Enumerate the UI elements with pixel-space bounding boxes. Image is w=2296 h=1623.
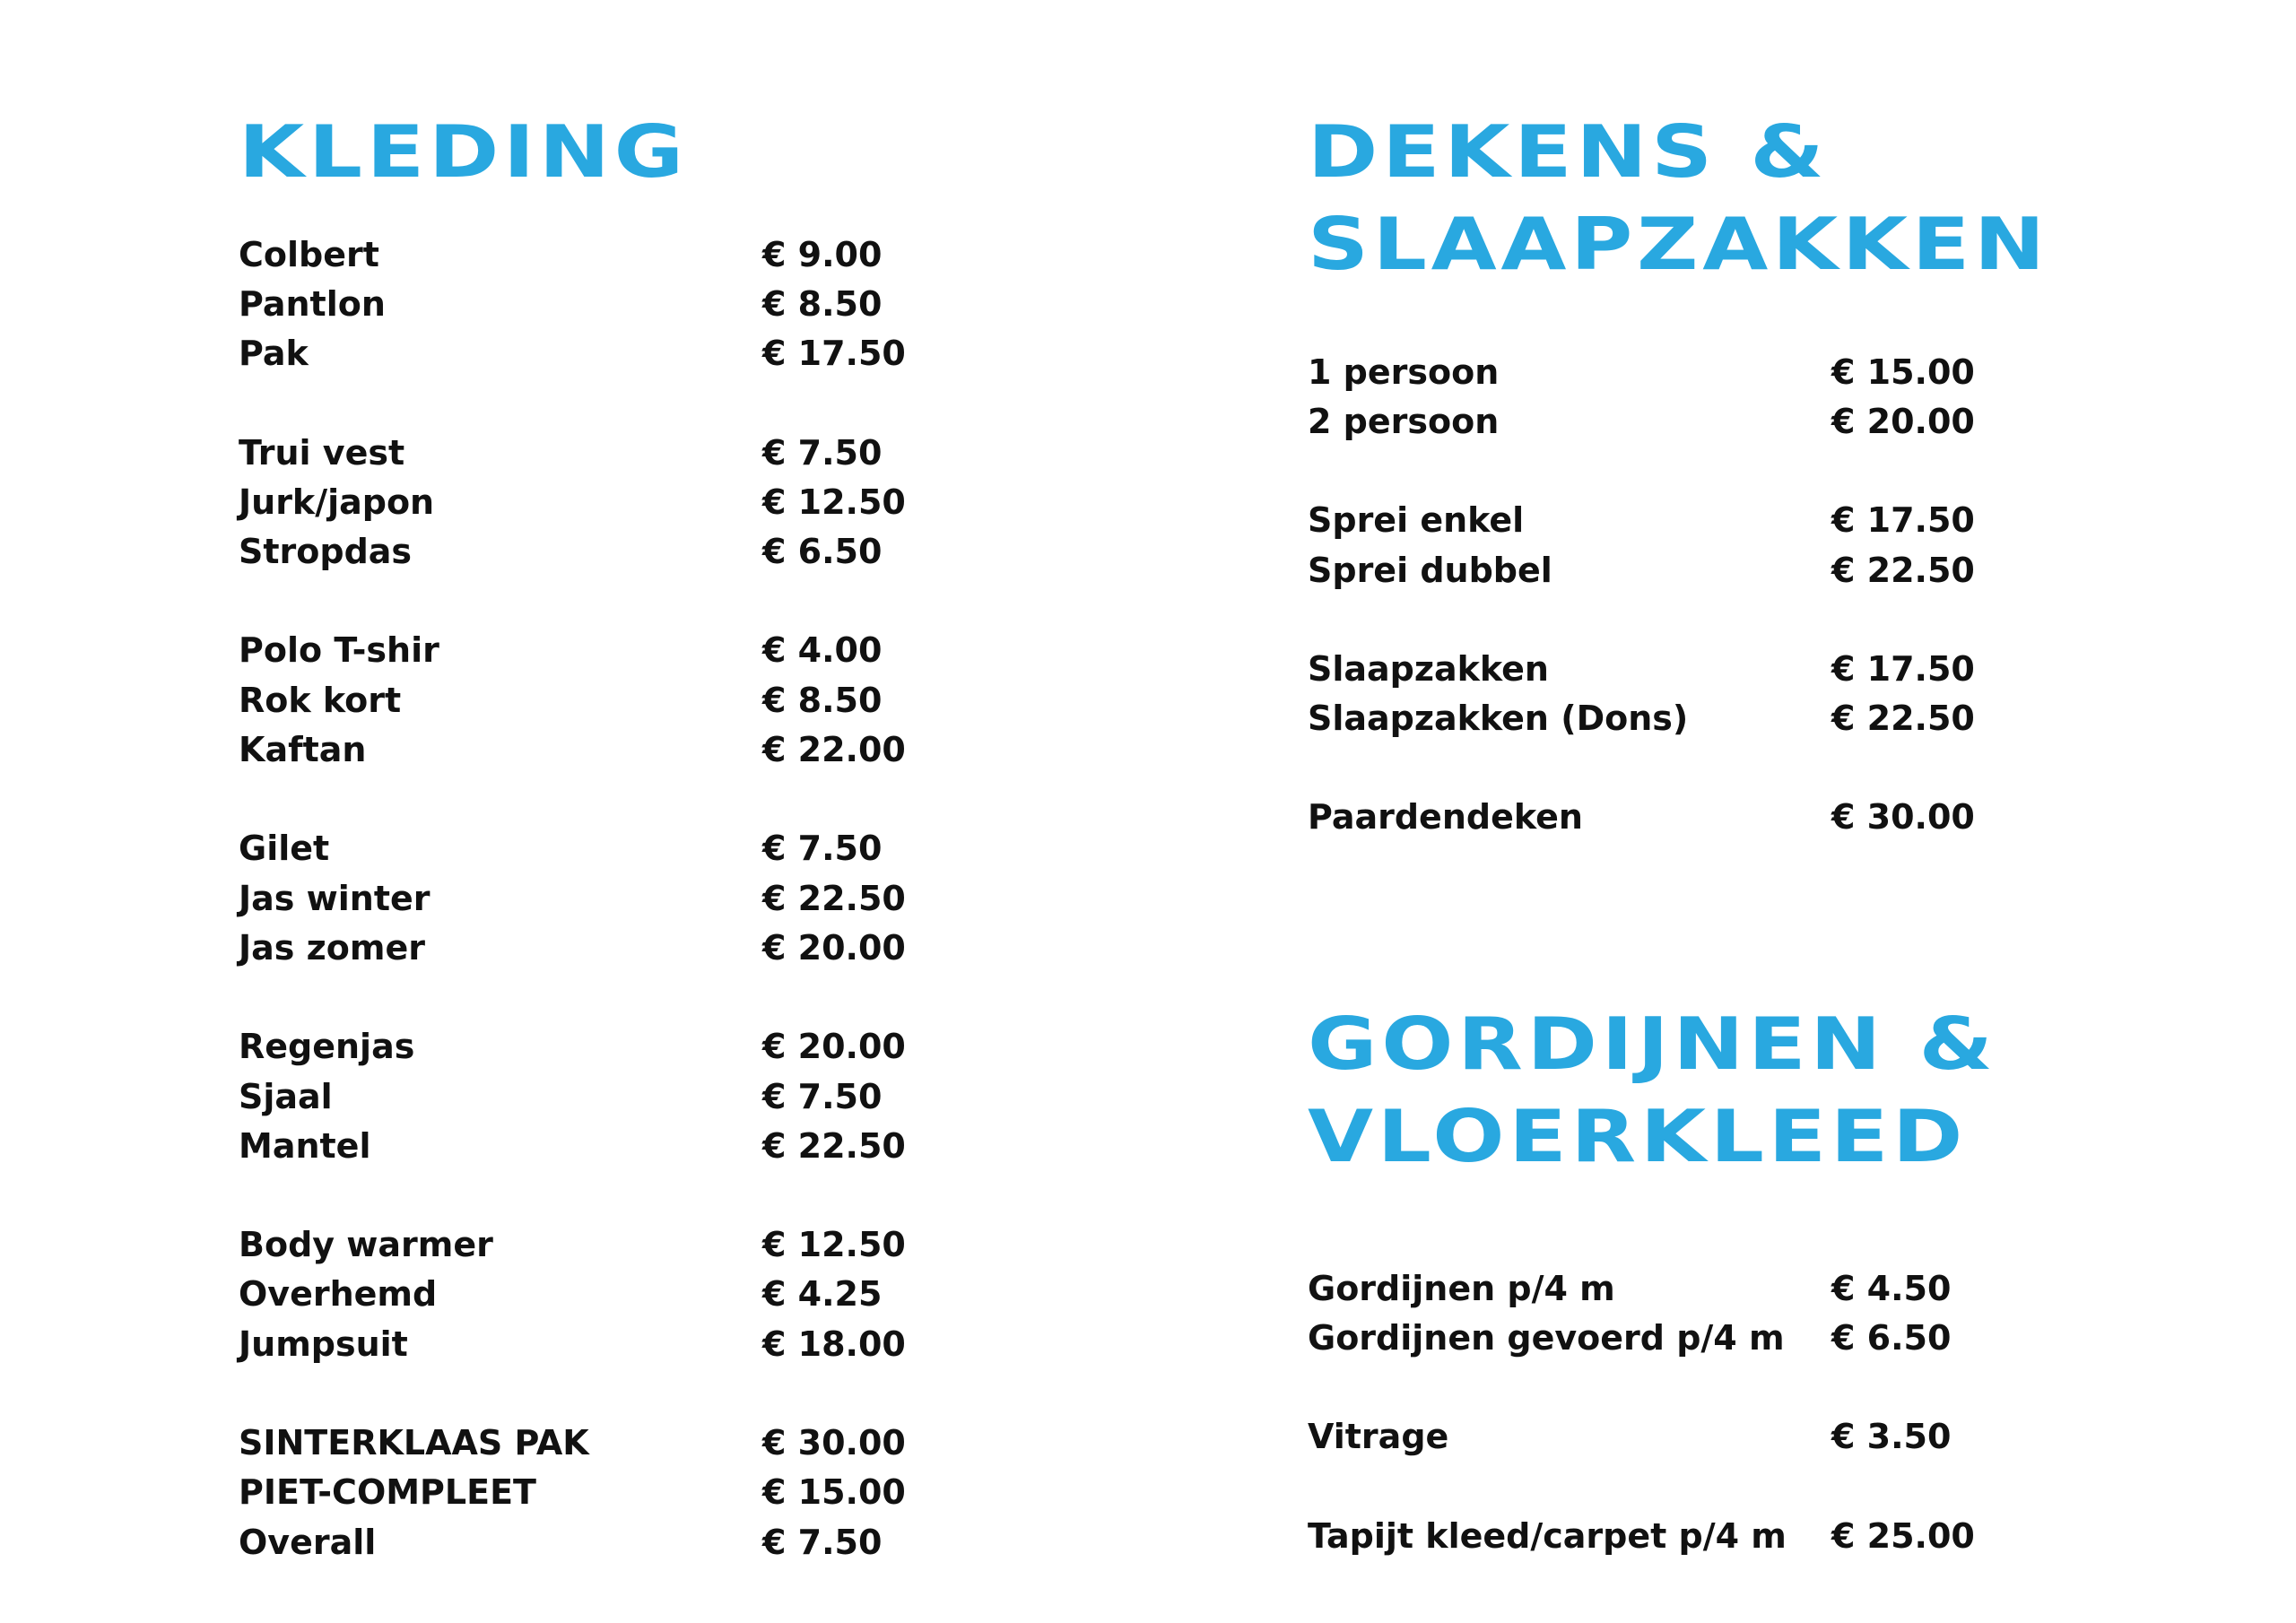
price-group <box>1308 1511 1989 1560</box>
item-name: Gilet <box>239 829 330 869</box>
item-name: Mantel <box>239 1125 371 1166</box>
price-row <box>239 1072 920 1121</box>
price-row <box>239 1022 920 1072</box>
item-name: Pantlon <box>239 283 386 324</box>
item-price: € 22.50 <box>762 878 906 918</box>
item-name: Jas winter <box>239 878 430 918</box>
item-name: Body warmer <box>239 1225 493 1265</box>
price-row <box>1308 1263 1989 1313</box>
item-price: € 22.00 <box>762 730 906 770</box>
item-name: Colbert <box>239 234 379 274</box>
item-price: € 15.00 <box>1831 352 1975 392</box>
item-name: Sjaal <box>239 1076 333 1116</box>
item-name: Slaapzakken (Dons) <box>1308 699 1689 739</box>
item-price: € 4.50 <box>1831 1268 1952 1308</box>
price-row <box>239 1270 920 1319</box>
item-price: € 17.50 <box>1831 648 1975 689</box>
price-row <box>239 675 920 725</box>
item-name: Sprei dubbel <box>1308 550 1552 590</box>
item-name: Kaftan <box>239 730 367 770</box>
price-row <box>239 329 920 378</box>
price-group <box>239 1418 920 1567</box>
item-name: Overhemd <box>239 1274 438 1315</box>
price-group <box>1308 1263 1989 1363</box>
item-name: Gordijnen gevoerd p/4 m <box>1308 1317 1785 1358</box>
price-group <box>239 230 920 378</box>
price-row <box>1308 644 1989 693</box>
item-name: Rok kort <box>239 680 402 720</box>
price-row <box>1308 693 1989 742</box>
price-row <box>239 1219 920 1269</box>
item-price: € 30.00 <box>762 1422 906 1462</box>
item-price: € 12.50 <box>762 482 906 522</box>
price-row <box>239 279 920 328</box>
price-row <box>239 477 920 526</box>
price-row <box>239 1418 920 1467</box>
item-name: Jurk/japon <box>239 482 435 522</box>
item-name: 2 persoon <box>1308 401 1500 441</box>
kleding-heading: KLEDING <box>239 110 688 194</box>
item-name: Trui vest <box>239 432 405 473</box>
price-row <box>1308 396 1989 446</box>
item-price: € 6.50 <box>762 532 883 572</box>
price-row <box>1308 1511 1989 1560</box>
price-row <box>239 428 920 477</box>
price-group <box>239 428 920 577</box>
item-name: Gordijnen p/4 m <box>1308 1268 1615 1308</box>
item-name: Stropdas <box>239 532 413 572</box>
item-price: € 7.50 <box>762 432 883 473</box>
item-name: SINTERKLAAS PAK <box>239 1422 589 1462</box>
dekens-heading-line2: SLAAPZAKKEN <box>1308 203 2049 286</box>
price-row <box>239 1468 920 1517</box>
item-price: € 6.50 <box>1831 1317 1952 1358</box>
item-price: € 15.00 <box>762 1472 906 1513</box>
price-row <box>239 873 920 923</box>
item-price: € 4.00 <box>762 630 883 671</box>
price-row <box>239 923 920 972</box>
item-price: € 12.50 <box>762 1225 906 1265</box>
item-name: Polo T-shir <box>239 630 439 671</box>
item-name: Vitrage <box>1308 1417 1449 1457</box>
price-row <box>239 725 920 774</box>
kleding-price-list <box>239 230 920 1616</box>
dekens-price-list <box>1308 347 1989 891</box>
item-price: € 17.50 <box>762 334 906 374</box>
price-row <box>1308 793 1989 842</box>
price-row <box>1308 1412 1989 1462</box>
price-group <box>1308 347 1989 447</box>
item-price: € 18.00 <box>762 1324 906 1364</box>
price-group <box>1308 793 1989 842</box>
price-row <box>239 626 920 675</box>
item-name: Tapijt kleed/carpet p/4 m <box>1308 1515 1787 1556</box>
price-group <box>1308 496 1989 595</box>
item-price: € 7.50 <box>762 1076 883 1116</box>
price-row <box>239 230 920 279</box>
price-row <box>239 1517 920 1567</box>
item-price: € 17.50 <box>1831 500 1975 541</box>
item-name: Regenjas <box>239 1027 415 1067</box>
price-row <box>1308 347 1989 396</box>
price-row <box>239 1319 920 1368</box>
item-name: Pak <box>239 334 309 374</box>
item-name: Jumpsuit <box>239 1324 408 1364</box>
item-price: € 22.50 <box>1831 550 1975 590</box>
item-name: Paardendeken <box>1308 797 1583 838</box>
price-row <box>239 1121 920 1170</box>
item-price: € 4.25 <box>762 1274 883 1315</box>
item-price: € 20.00 <box>762 1027 906 1067</box>
item-price: € 20.00 <box>1831 401 1975 441</box>
item-name: Sprei enkel <box>1308 500 1525 541</box>
gordijnen-price-list <box>1308 1263 1989 1610</box>
price-group <box>239 824 920 973</box>
item-price: € 8.50 <box>762 680 883 720</box>
item-price: € 9.00 <box>762 234 883 274</box>
item-name: Jas zomer <box>239 927 425 968</box>
price-row <box>1308 496 1989 545</box>
gordijnen-heading <box>1308 998 1997 1183</box>
price-row <box>1308 1313 1989 1362</box>
item-price: € 8.50 <box>762 283 883 324</box>
item-name: Slaapzakken <box>1308 648 1549 689</box>
item-price: € 20.00 <box>762 927 906 968</box>
price-row <box>1308 545 1989 595</box>
item-price: € 3.50 <box>1831 1417 1952 1457</box>
dekens-heading <box>1308 106 2049 291</box>
item-price: € 22.50 <box>1831 699 1975 739</box>
item-price: € 25.00 <box>1831 1515 1975 1556</box>
price-group <box>239 1022 920 1171</box>
price-group <box>239 626 920 775</box>
price-group <box>239 1219 920 1368</box>
gordijnen-heading-line1: GORDIJNEN & <box>1308 1002 1997 1086</box>
gordijnen-heading-line2: VLOERKLEED <box>1308 1095 1968 1178</box>
price-row <box>239 824 920 873</box>
item-price: € 30.00 <box>1831 797 1975 838</box>
price-row <box>239 526 920 576</box>
item-price: € 7.50 <box>762 1522 883 1562</box>
dekens-heading-line1: DEKENS & <box>1308 110 1829 194</box>
item-name: 1 persoon <box>1308 352 1500 392</box>
price-group <box>1308 1412 1989 1462</box>
item-price: € 7.50 <box>762 829 883 869</box>
item-name: Overall <box>239 1522 377 1562</box>
item-price: € 22.50 <box>762 1125 906 1166</box>
price-group <box>1308 644 1989 743</box>
item-name: PIET-COMPLEET <box>239 1472 536 1513</box>
